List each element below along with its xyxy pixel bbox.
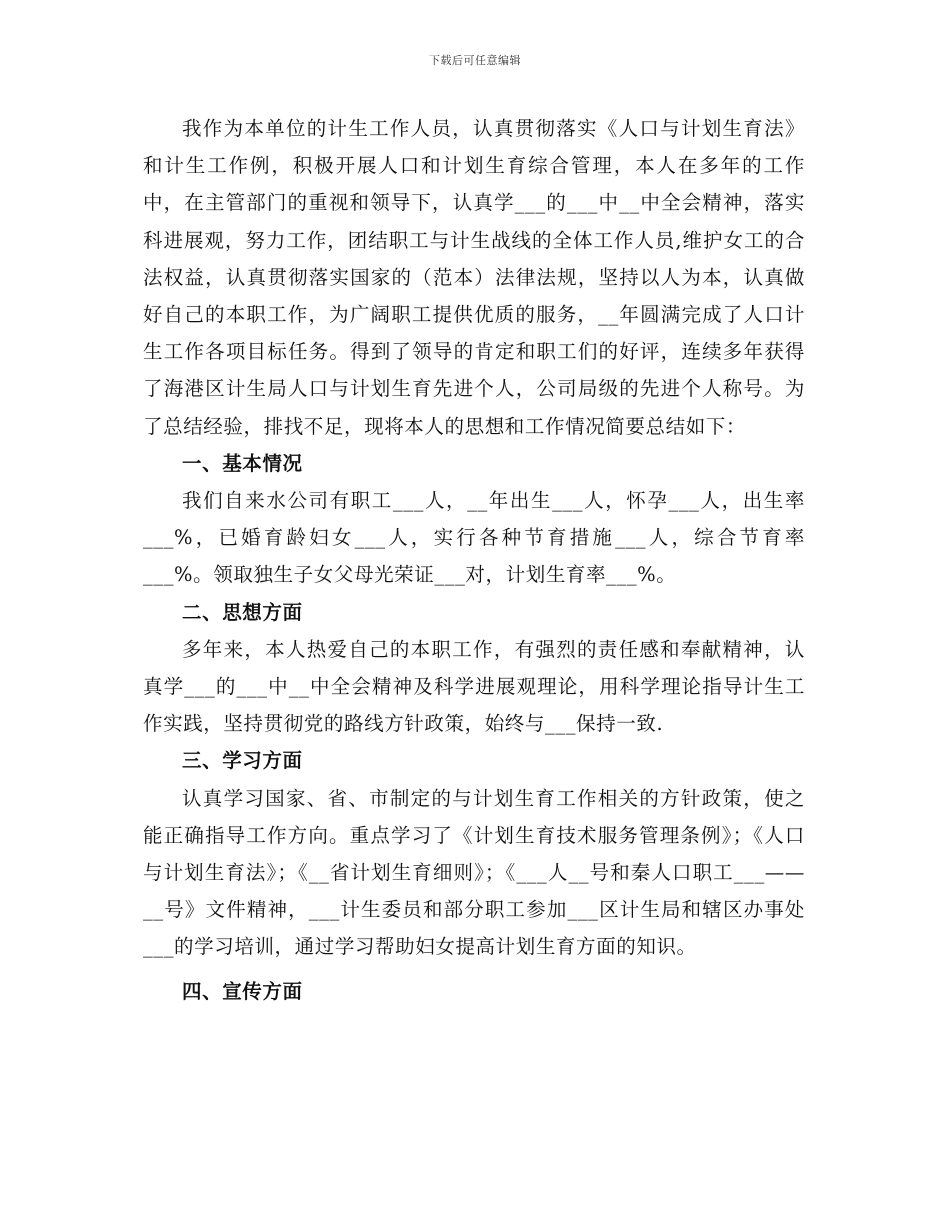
section-heading-basic-situation: 一、基本情况 [182,451,303,475]
basic-situation-paragraph: 我们自来水公司有职工___人，__年出生___人，怀孕___人，出生率___%，已婚育龄妇女___人，实行各种节育措施___人，综合节育率___%。领取独生子女父母光荣证___对，计划生育率___%。 [143,489,805,587]
section-heading-study: 三、学习方面 [182,749,303,773]
document-body [143,110,805,1010]
page-header: 下载后可任意编辑 [429,54,521,67]
section-heading-ideology: 二、思想方面 [182,600,303,624]
intro-paragraph: 我作为本单位的计生工作人员，认真贯彻落实《人口与计划生育法》和计生工作例，积极开展人口和计划生育综合管理，本人在多年的工作中，在主管部门的重视和领导下，认真学___的___中__中全会精神，落实科进展观，努力工作，团结职工与计生战线的全体工作人员,维护女工的合法权益，认真贯彻落实国家的（范本）法律法规，坚持以人为本，认真做好自己的本职工作，为广阔职工提供优质的服务，__年圆满完成了人口计生工作各项目标任务。得到了领导的肯定和职工们的好评，连续多年获得了海港区计生局人口与计划生育先进个人，公司局级的先进个人称号。为了总结经验，排找不足，现将本人的思想和工作情况简要总结如下： [143,117,805,438]
section-heading-publicity: 四、宣传方面 [182,979,303,1003]
study-paragraph: 认真学习国家、省、市制定的与计划生育工作相关的方针政策，使之能正确指导工作方向。重点学习了《计划生育技术服务管理条例》；《人口与计划生育法》；《__省计划生育细则》；《___人__号和秦人口职工___——__号》文件精神，___计生委员和部分职工参加___区计生局和辖区办事处___的学习培训，通过学习帮助妇女提高计划生育方面的知识。 [143,786,805,959]
ideology-paragraph: 多年来，本人热爱自己的本职工作，有强烈的责任感和奉献精神，认真学___的___中__中全会精神及科学进展观理论，用科学理论指导计生工作实践，坚持贯彻党的路线方针政策，始终与___保持一致. [143,637,805,736]
